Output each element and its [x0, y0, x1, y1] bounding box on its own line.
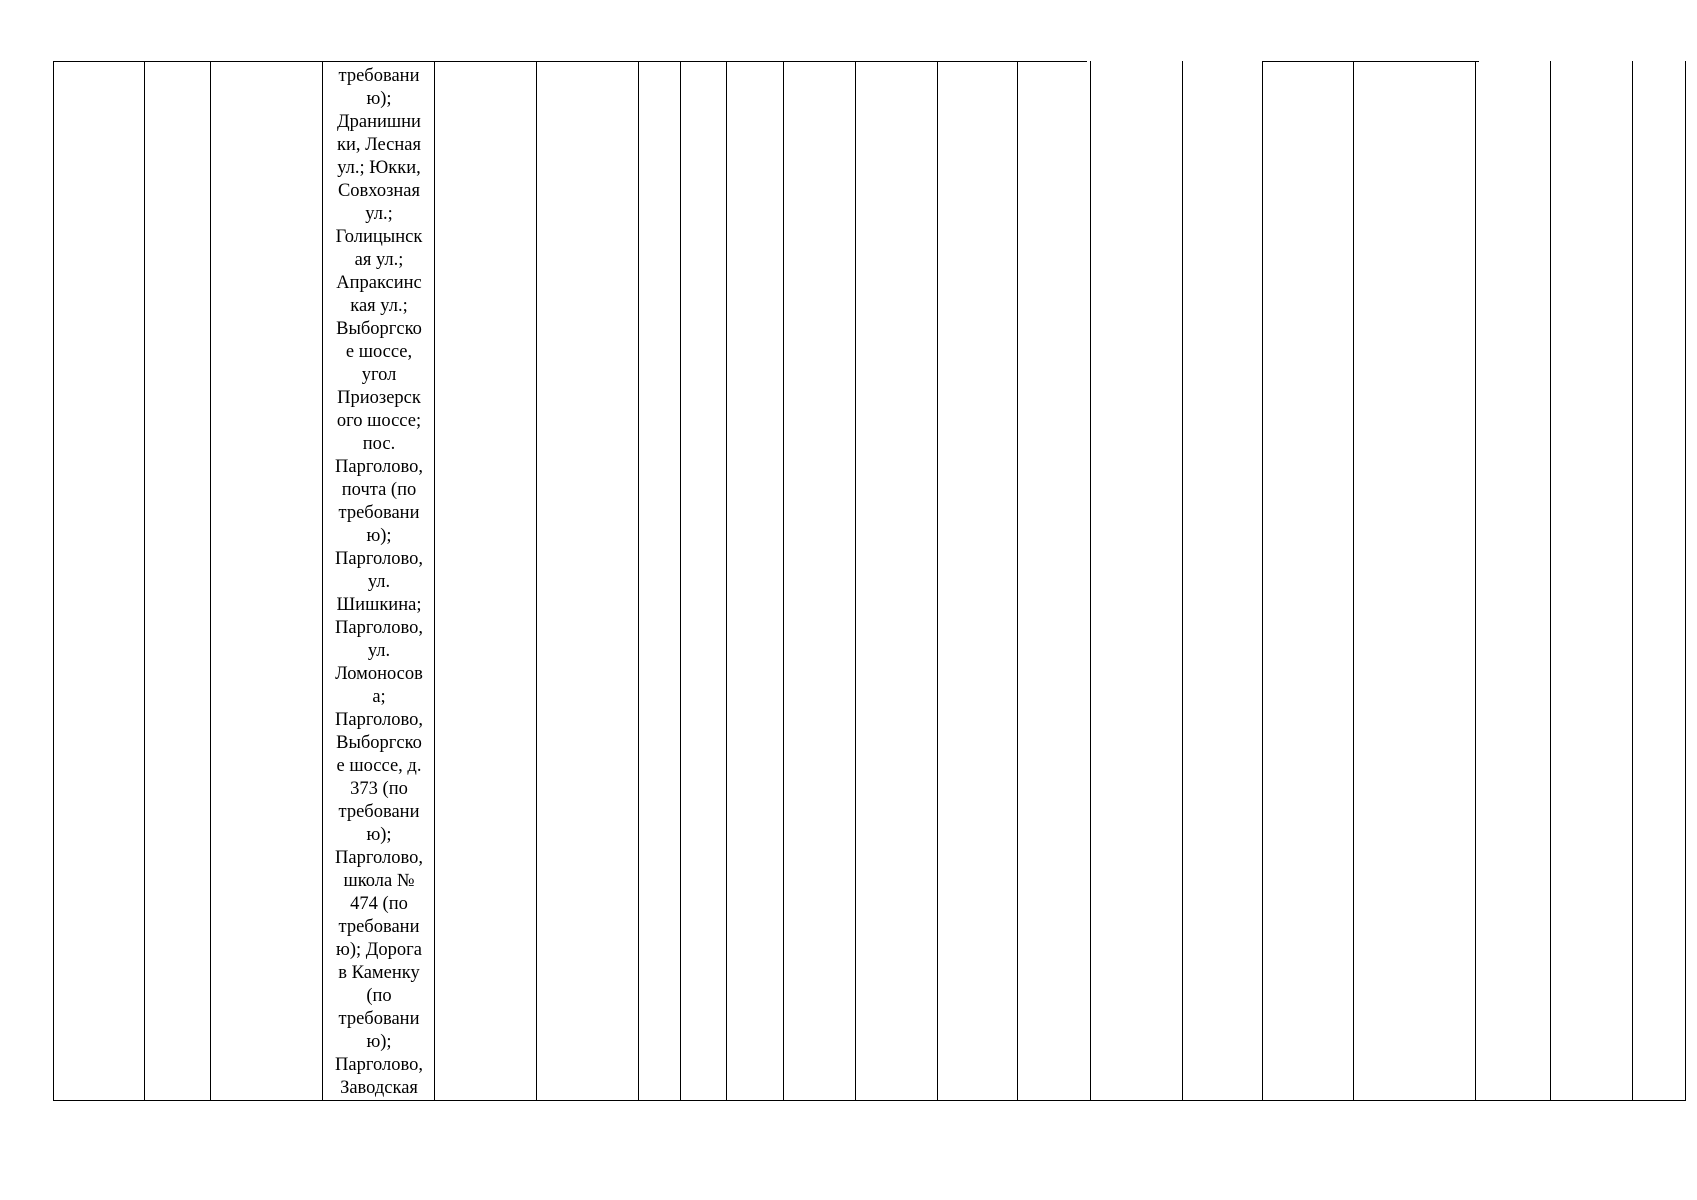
column-border [1262, 61, 1263, 1101]
column-border [1182, 61, 1183, 1101]
route-stops-cell: требовани ю); Дранишни ки, Лесная ул.; Юкки, Совхозная ул.; Голицынск ая ул.; Апраксинс кая ул.; Выборгско е шоссе, угол Приозерск ого шоссе; пос. Парголово, почта (по требовани ю); Парголово, ул. Шишкина; Парголово, ул. Ломоносов а; Парголово, Выборгско е шоссе, д. 373 (по требовани ю); Парголово, школа № 474 (по требовани ю); Дорога в Каменку (по требовани ю); Парголово, Заводская [335, 66, 423, 1098]
table-bottom-border [53, 1100, 1686, 1101]
column-border [937, 61, 938, 1101]
column-border [726, 61, 727, 1101]
column-border [783, 61, 784, 1101]
column-border [1685, 61, 1686, 1101]
column-border [638, 61, 639, 1101]
column-border [536, 61, 537, 1101]
column-border [144, 61, 145, 1101]
column-border [1475, 61, 1476, 1101]
column-border [1632, 61, 1633, 1101]
routes-table [53, 61, 1686, 1101]
column-border [855, 61, 856, 1101]
table-top-border [53, 61, 1087, 62]
column-border [1550, 61, 1551, 1101]
column-border [53, 61, 54, 1101]
column-border [680, 61, 681, 1101]
column-border [1353, 61, 1354, 1101]
column-border [1017, 61, 1018, 1101]
column-border [1090, 61, 1091, 1101]
table-top-border-segment [1263, 61, 1479, 62]
column-border [210, 61, 211, 1101]
